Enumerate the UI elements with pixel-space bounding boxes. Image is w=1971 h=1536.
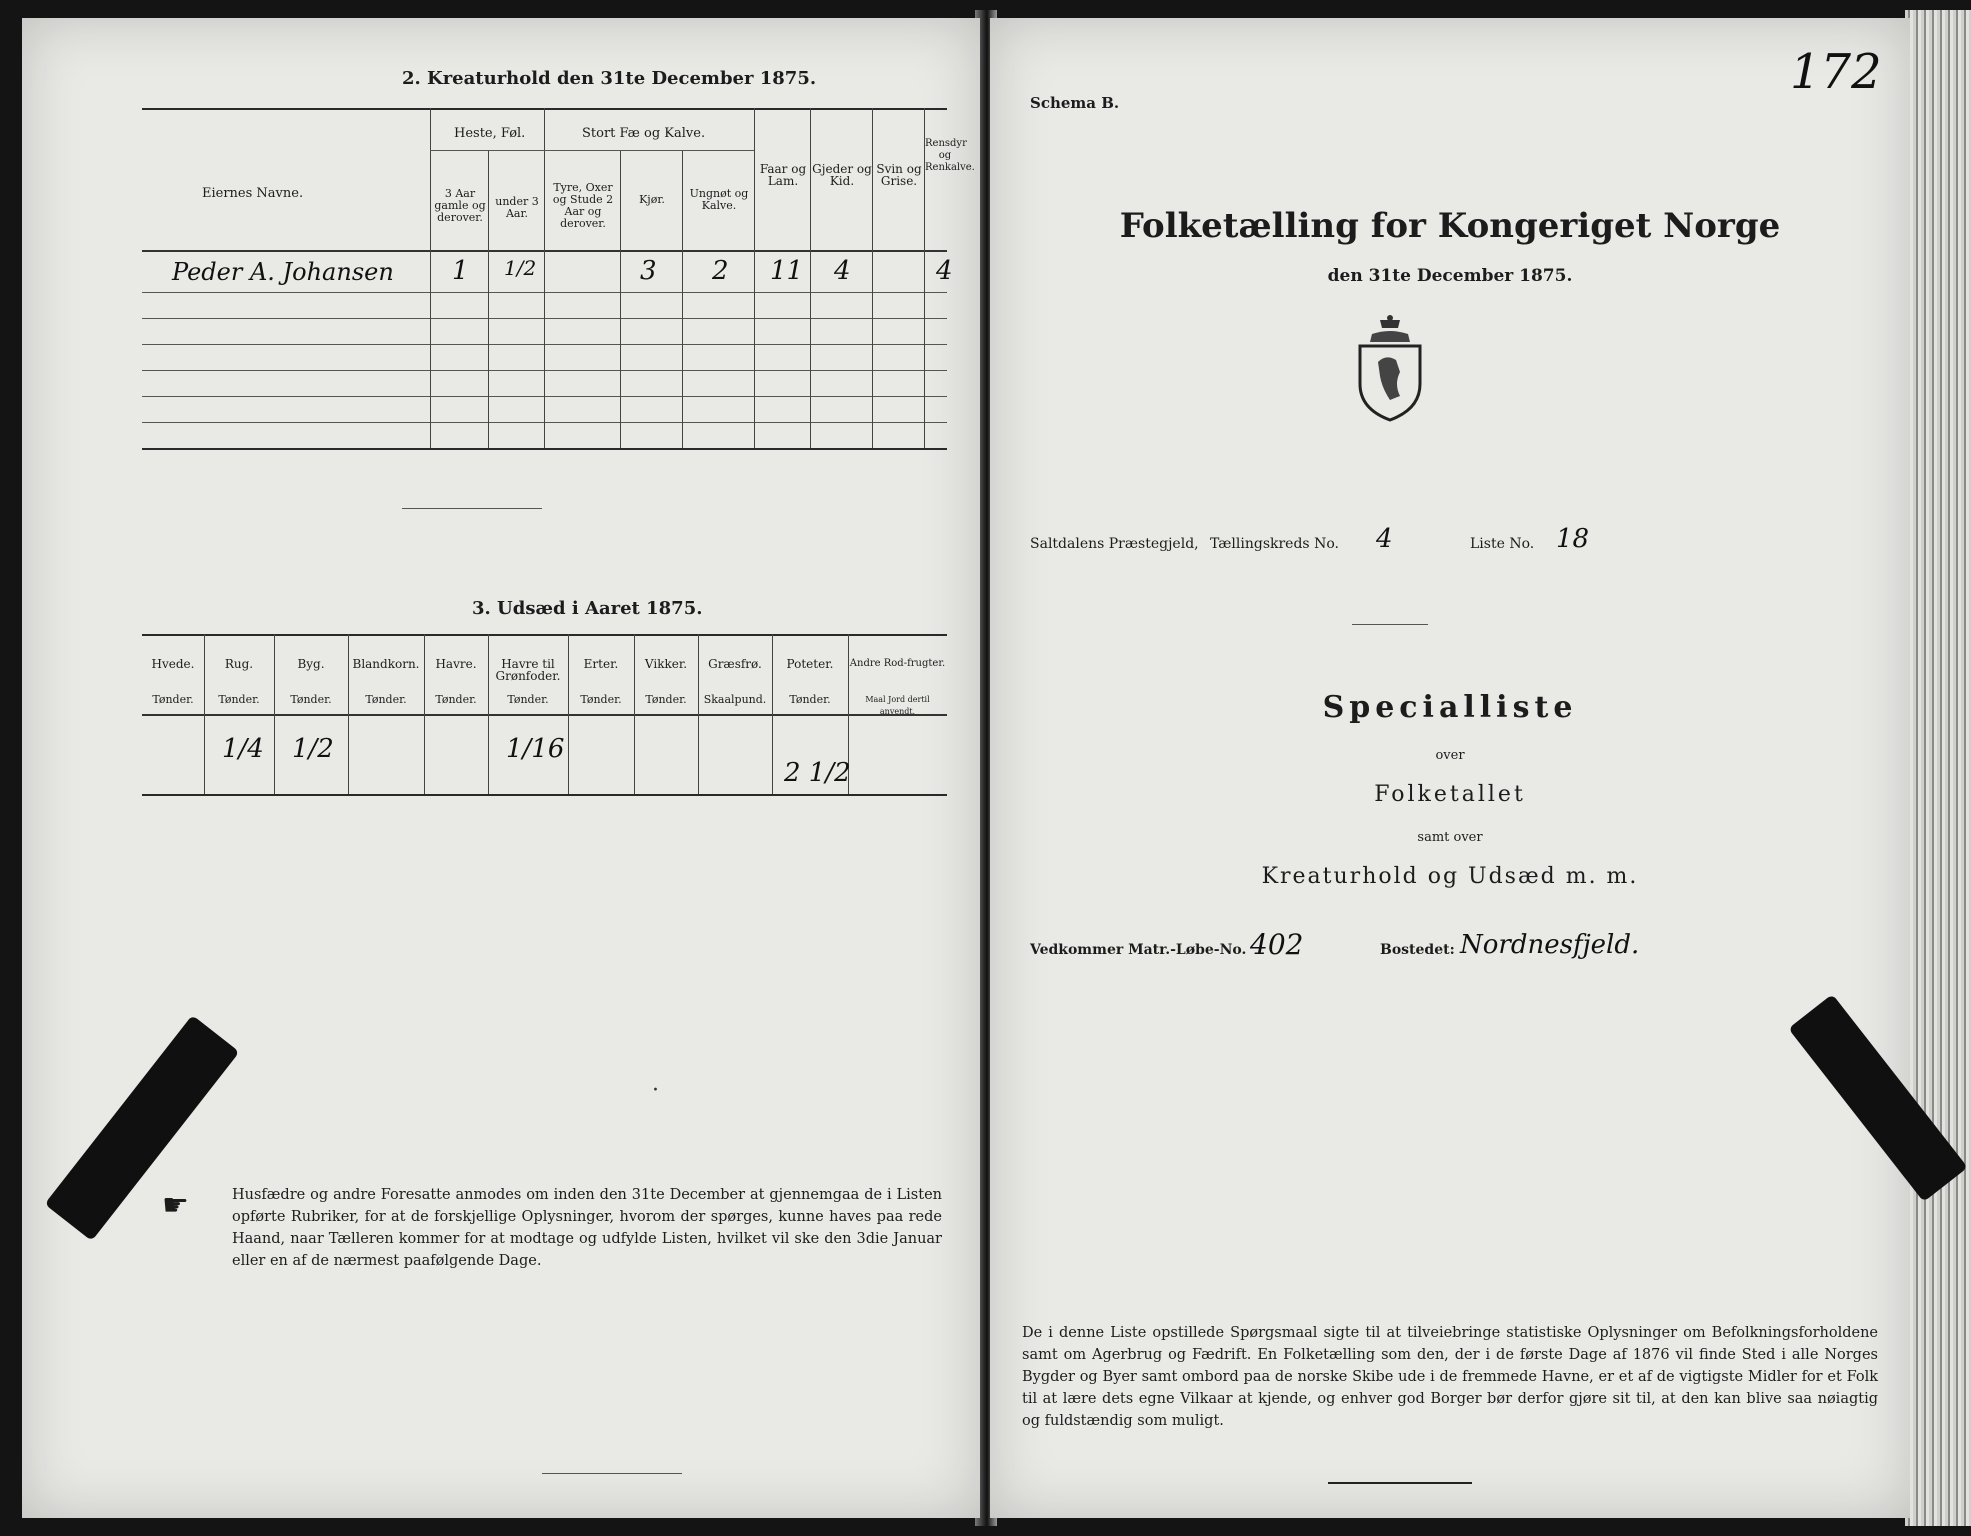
kreds-value: 4 — [1376, 524, 1393, 554]
crop-header-3: Blandkorn. — [352, 657, 420, 671]
crop-unit-6: Tønder. — [580, 693, 622, 706]
crop-unit-3: Tønder. — [365, 693, 407, 706]
section3-title: 3. Udsæd i Aaret 1875. — [472, 598, 703, 619]
kreaturhold-title: Kreaturhold og Udsæd m. m. — [1261, 864, 1639, 889]
bosted-label: Bostedet: — [1380, 942, 1455, 958]
crop-header-0: Hvede. — [151, 657, 195, 671]
col-header-svin: Svin og Grise. — [876, 162, 922, 188]
page-number: 172 — [1790, 44, 1882, 100]
crop-header-1: Rug. — [224, 657, 254, 671]
section2-title: 2. Kreaturhold den 31te December 1875. — [402, 68, 817, 89]
bosted-value: Nordnesfjeld. — [1460, 930, 1640, 960]
crop-unit-5: Tønder. — [507, 693, 549, 706]
crop-header-8: Græsfrø. — [708, 657, 762, 671]
matr-label: Vedkommer Matr.-Løbe-No. — [1030, 942, 1247, 958]
page-clip-left — [44, 1015, 239, 1241]
stray-mark: · — [652, 1078, 659, 1103]
col-header-ungnot: Ungnøt og Kalve. — [689, 187, 749, 212]
info-paragraph: De i denne Liste opstillede Spørgsmaal sigte til at tilveiebringe statistiske Oplysninger om Befolkningsforholdene samt om Agerbrug og Fædrift. En Folketælling som den, der i de første Dage af 1876 vil finde Sted i alle Norges Bygder og Byer samt ombord paa de norske Skibe ude i de fremmede Havne, er et af de vigtigste Midler for et Folk til at lære dets egne Vilkaar at kjende, og enhver god Borger bør derfor gjøre sit til, at den kan blive saa nøiagtig og fuldstændig som muligt. — [1022, 1325, 1878, 1429]
col-header-kjor: Kjør. — [639, 193, 665, 206]
crop-unit-2: Tønder. — [290, 693, 332, 706]
crop-unit-10: Maal Jord dertil anvendt. — [865, 695, 930, 716]
value-byg: 1/2 — [292, 734, 334, 764]
col-header-faar: Faar og Lam. — [759, 162, 807, 188]
matr-value: 402 — [1250, 928, 1304, 961]
notice-text: Husfædre og andre Foresatte anmodes om inden den 31te December at gjennemgaa de i Listen opførte Rubriker, for at de forskjellige Oplysninger, hvorom der spørges, kunne haves paa rede Haand, naar Tælleren kommer for at modtage og udfylde Listen, hvilket vil ske den 3die Januar eller en af de nærmest paafølgende Dage. — [232, 1187, 942, 1269]
col-group-stort-fae: Stort Fæ og Kalve. — [582, 126, 706, 141]
value-kjor: 3 — [640, 256, 657, 286]
crop-unit-0: Tønder. — [152, 693, 194, 706]
value-ungnot: 2 — [712, 256, 729, 286]
specialliste-title: Specialliste — [1322, 690, 1578, 725]
crop-unit-8: Skaalpund. — [703, 693, 767, 706]
owner-name: Peder A. Johansen — [172, 258, 394, 286]
value-havre-gronfoder: 1/16 — [506, 734, 565, 764]
page-edges — [1905, 10, 1971, 1526]
census-title: Folketælling for Kongeriget Norge — [1119, 206, 1781, 246]
value-gjeder: 4 — [834, 256, 851, 286]
prestegjeld: Saltdalens Præstegjeld, — [1030, 536, 1199, 552]
value-heste-3aar: 1 — [452, 256, 469, 286]
crop-header-7: Vikker. — [644, 657, 688, 671]
over-label: over — [1435, 748, 1465, 763]
crop-header-2: Byg. — [297, 657, 325, 671]
col-header-gjeder: Gjeder og Kid. — [812, 162, 872, 188]
crop-header-9: Poteter. — [786, 657, 834, 671]
liste-value: 18 — [1556, 524, 1590, 554]
liste-label: Liste No. — [1470, 536, 1535, 552]
samt-over: samt over — [1417, 830, 1483, 845]
kreds-label: Tællingskreds No. — [1210, 536, 1339, 552]
crop-unit-9: Tønder. — [789, 693, 831, 706]
value-poteter: 2 1/2 — [784, 758, 851, 788]
schema-label: Schema B. — [1030, 94, 1120, 112]
owner-header: Eiernes Navne. — [202, 186, 304, 201]
right-page — [990, 18, 1910, 1518]
value-rensdyr: 4 — [936, 256, 953, 286]
col-header-tyre: Tyre, Oxer og Stude 2 Aar og derover. — [552, 181, 614, 230]
crop-header-6: Erter. — [583, 657, 619, 671]
col-header-rensdyr: Rensdyr og Renkalve. — [925, 138, 975, 173]
left-page — [22, 18, 980, 1518]
pointing-hand-icon: ☛ — [162, 1188, 189, 1223]
col-group-heste: Heste, Føl. — [454, 126, 526, 141]
coat-of-arms-icon — [1350, 314, 1430, 424]
folketallet: Folketallet — [1374, 782, 1526, 807]
crop-unit-7: Tønder. — [645, 693, 687, 706]
col-header-under3: under 3 Aar. — [495, 195, 539, 220]
crop-header-4: Havre. — [435, 657, 477, 671]
col-header-3aar: 3 Aar gamle og derover. — [434, 187, 486, 224]
census-date: den 31te December 1875. — [1327, 266, 1573, 286]
value-heste-under3: 1/2 — [504, 256, 537, 280]
crop-header-10: Andre Rod-frugter. — [849, 658, 946, 669]
crop-header-5: Havre til Grønfoder. — [495, 657, 561, 683]
value-rug: 1/4 — [222, 734, 264, 764]
crop-unit-4: Tønder. — [435, 693, 477, 706]
crop-unit-1: Tønder. — [218, 693, 260, 706]
value-faar: 11 — [770, 256, 804, 286]
